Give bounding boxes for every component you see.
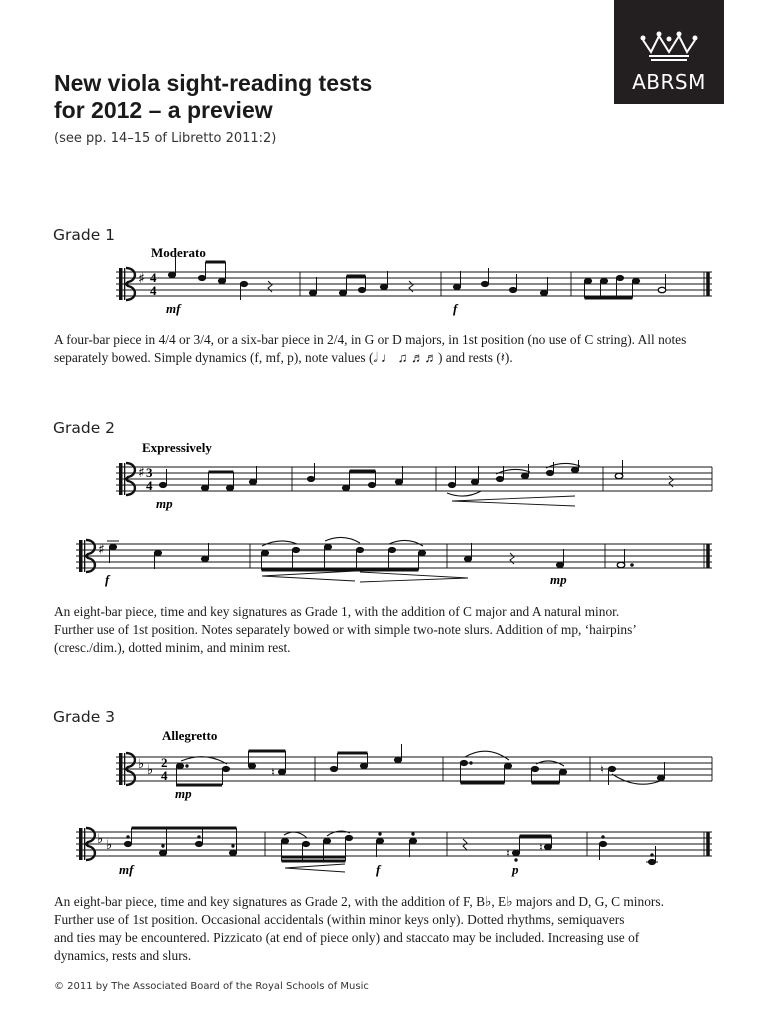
grade-1-desc-line: separately bowed. Simple dynamics (f, mf, p), note values (𝅗𝅥 ♩ ♫ ♬♬) and rests (𝄽). bbox=[54, 350, 513, 365]
time-sig-top: 2 bbox=[161, 755, 168, 770]
time-sig-bottom: 4 bbox=[161, 768, 168, 783]
grade-2-hairpins-2 bbox=[262, 571, 468, 582]
grade-3-staff-2 bbox=[76, 832, 712, 856]
time-sig-top: 3 bbox=[146, 465, 153, 480]
sharp-icon: ♯ bbox=[138, 465, 145, 481]
time-sig-bottom: 4 bbox=[146, 478, 153, 493]
natural-icon: ♮ bbox=[600, 763, 604, 776]
flat-icon: ♭ bbox=[147, 763, 154, 778]
grade-1-heading: Grade 1 bbox=[53, 226, 116, 244]
natural-icon: ♮ bbox=[539, 841, 543, 854]
natural-icon: ♮ bbox=[506, 847, 510, 860]
grade-3-desc-line: Further use of 1st position. Occasional accidentals (within minor keys only). Dotted rhythms, semiquavers bbox=[54, 912, 625, 927]
grade-3-dynamic-p: p bbox=[512, 862, 519, 877]
flat-icon: ♭ bbox=[97, 832, 104, 847]
grade-1-notes bbox=[168, 257, 665, 300]
sharp-icon: ♯ bbox=[98, 542, 105, 558]
grade-2-desc-line: Further use of 1st position. Notes separately bowed or with simple two-note slurs. Addition of mp, ‘hairpins’ bbox=[54, 622, 637, 637]
grade-3-description bbox=[54, 893, 734, 965]
title-line-1: New viola sight-reading tests bbox=[54, 70, 373, 96]
grade-3-desc-line: An eight-bar piece, time and key signatures as Grade 2, with the addition of F, B♭, E♭ majors and D, G, C minors. bbox=[54, 894, 664, 909]
grade-3-notes-1 bbox=[176, 744, 665, 785]
grade-2-desc-line: An eight-bar piece, time and key signatures as Grade 1, with the addition of C major and A natural minor. bbox=[54, 604, 620, 619]
time-sig-bottom: 4 bbox=[150, 283, 157, 298]
grade-3-dynamic-mp: mp bbox=[175, 786, 192, 801]
grade-3-desc-line: dynamics, rests and slurs. bbox=[54, 948, 192, 963]
grade-2-dynamic-f: f bbox=[105, 572, 110, 587]
grade-2-description bbox=[54, 603, 734, 657]
page-subtitle: (see pp. 14–15 of Libretto 2011:2) bbox=[54, 131, 277, 146]
grade-3-tempo: Allegretto bbox=[162, 728, 218, 743]
grade-2-tempo: Expressively bbox=[142, 440, 212, 455]
grade-1-dynamic-mf: mf bbox=[166, 301, 181, 316]
grade-3-staff-1 bbox=[116, 757, 712, 781]
title-line-2: for 2012 – a preview bbox=[54, 97, 273, 123]
grade-3-dynamic-mf: mf bbox=[119, 862, 134, 877]
grade-2-heading: Grade 2 bbox=[53, 419, 116, 437]
grade-2-hairpin-1 bbox=[452, 496, 575, 506]
grade-1-tempo: Moderato bbox=[151, 245, 206, 260]
grade-3-notes-2 bbox=[124, 828, 658, 865]
grade-3-heading: Grade 3 bbox=[53, 708, 116, 726]
grade-2-desc-line: (cresc./dim.), dotted minim, and minim rest. bbox=[54, 640, 291, 655]
natural-icon: ♮ bbox=[271, 766, 275, 779]
flat-icon: ♭ bbox=[106, 838, 113, 853]
grade-1-dynamic-f: f bbox=[453, 301, 458, 316]
grade-1-description bbox=[54, 331, 734, 367]
grade-2-dynamic-mp: mp bbox=[156, 496, 173, 511]
grade-2-notes-2 bbox=[107, 537, 633, 570]
grade-3-hairpin bbox=[285, 864, 345, 872]
grade-3-dynamic-f: f bbox=[376, 862, 381, 877]
grade-1-desc-line: A four-bar piece in 4/4 or 3/4, or a six-bar piece in 2/4, in G or D majors, in 1st position (no use of C string). All notes bbox=[54, 332, 687, 347]
flat-icon: ♭ bbox=[138, 757, 145, 772]
grade-3-desc-line: and ties may be encountered. Pizzicato (at end of piece only) and staccato may be included. Increasing use of bbox=[54, 930, 640, 945]
logo-wordmark: ABRSM bbox=[632, 70, 706, 94]
grade-2-dynamic-mp-2: mp bbox=[550, 572, 567, 587]
time-sig-top: 4 bbox=[150, 270, 157, 285]
sharp-icon: ♯ bbox=[138, 271, 145, 287]
copyright-footer: © 2011 by The Associated Board of the Royal Schools of Music bbox=[54, 981, 369, 992]
